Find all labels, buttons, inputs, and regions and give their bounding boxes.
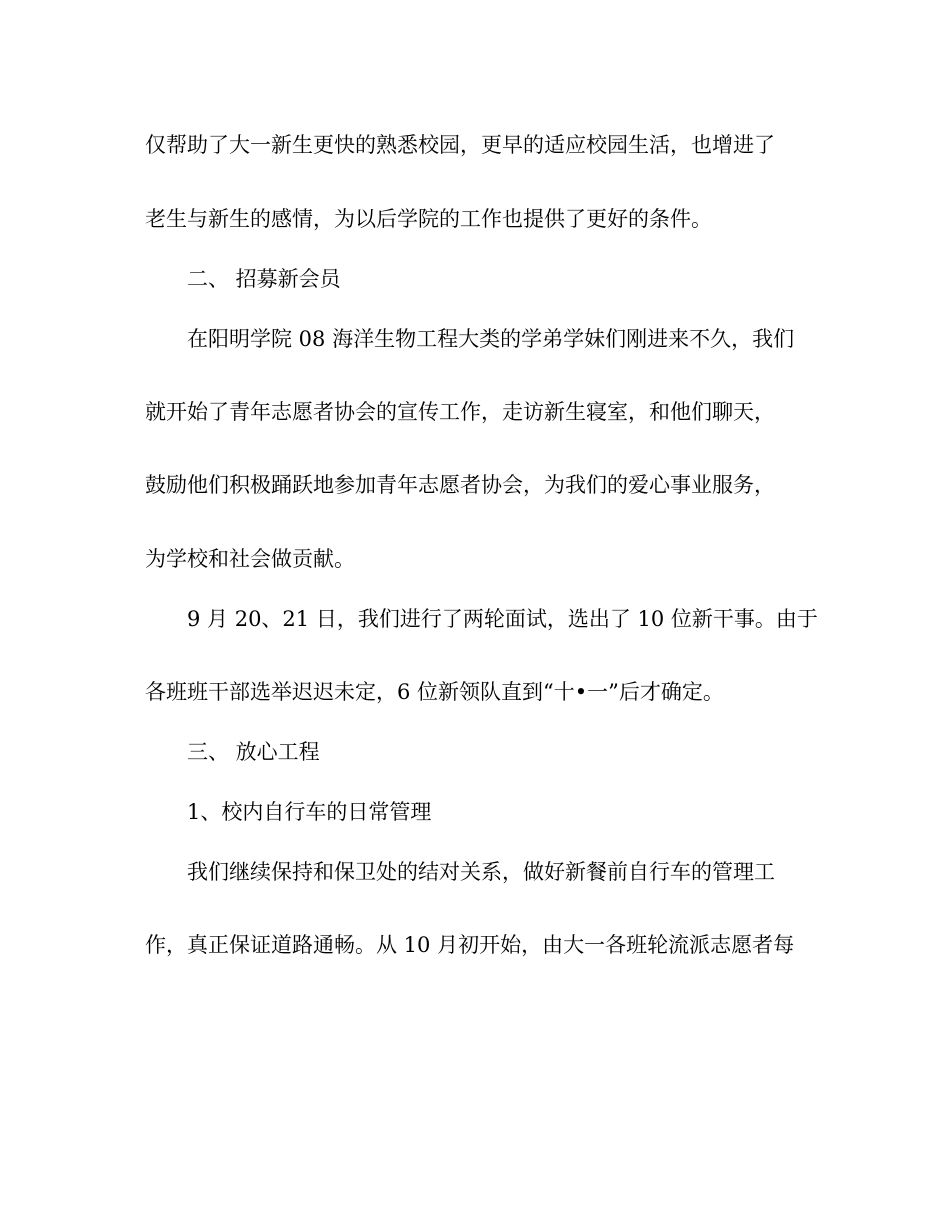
body-text-line: 就开始了青年志愿者协会的宣传工作，走访新生寝室，和他们聊天， [145,400,775,424]
body-text-line: 鼓励他们积极踊跃地参加青年志愿者协会，为我们的爱心事业服务， [145,473,775,497]
section-heading: 二、 招募新会员 [187,267,341,291]
body-text-line: 在阳明学院 08 海洋生物工程大类的学弟学妹们刚进来不久，我们 [187,327,795,351]
section-heading: 三、 放心工程 [187,740,320,764]
body-text-line: 仅帮助了大一新生更快的熟悉校园，更早的适应校园生活，也增进了 [145,133,775,157]
body-text-line: 老生与新生的感情，为以后学院的工作也提供了更好的条件。 [145,207,712,231]
subsection-heading: 1、校内自行车的日常管理 [187,800,432,824]
body-text-line: 我们继续保持和保卫处的结对关系，做好新餐前自行车的管理工 [187,860,775,884]
body-text-line: 各班班干部选举迟迟未定，6 位新领队直到“十•一”后才确定。 [145,680,724,704]
body-text-line: 为学校和社会做贡献。 [145,547,355,571]
body-text-line: 9 月 20、21 日，我们进行了两轮面试，选出了 10 位新干事。由于 [187,607,818,631]
body-text-line: 作，真正保证道路通畅。从 10 月初开始，由大一各班轮流派志愿者每 [145,933,795,957]
